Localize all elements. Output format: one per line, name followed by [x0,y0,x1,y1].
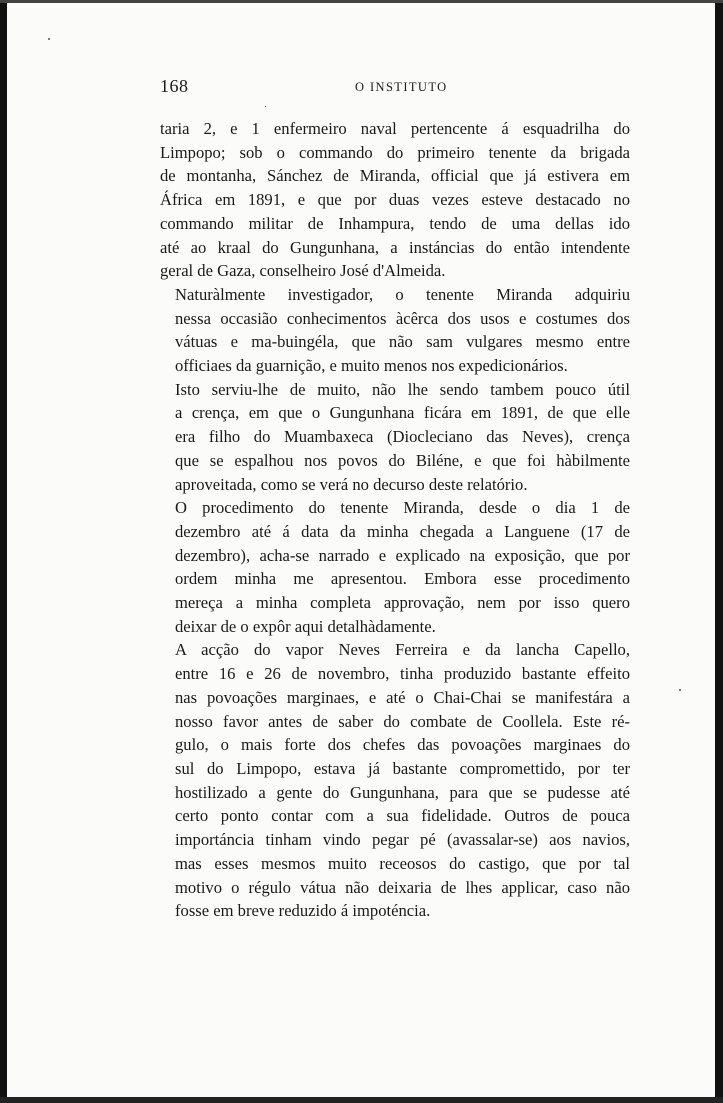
text-line: taria 2, e 1 enfermeiro naval pertencente á esquadrilha do [160,119,630,138]
text-line: a crença, em que o Gungunhana ficára em 1891, de que elle [175,403,630,423]
text-line: nosso favor antes de saber do combate de Coollela. Este ré- [175,711,630,731]
text-line: sul do Limpopo, estava já bastante compromettido, por ter [175,758,630,778]
body-text [160,117,630,923]
text-line: Isto serviu-lhe de muito, não lhe sendo tambem pouco útil [175,379,630,399]
text-line: Naturàlmente investigador, o tenente Miranda adquiriu [175,284,630,304]
text-line: importáncia tinham vindo pegar pé (avassalar-se) aos navios, [175,830,630,850]
text-line: dezembro até á data da minha chegada a Languene (17 de [175,521,630,541]
scan-speck [265,106,266,107]
text-line: mas esses mesmos muito receosos do castigo, que por tal [175,853,630,873]
text-line: motivo o régulo vátua não deixaria de lhes applicar, caso não [175,877,630,897]
text-line: era filho do Muambaxeca (Diocleciano das Neves), crença [175,427,630,447]
text-line: Limpopo; sob o commando do primeiro tenente da brigada [160,142,630,162]
text-line: ordem minha me apresentou. Embora esse procedimento [175,569,630,589]
text-line: fosse em breve reduzido á impoténcia. [175,901,431,921]
paragraph [160,496,630,638]
scan-border-bottom [0,1097,723,1103]
scan-border-right [715,0,723,1103]
text-line: entre 16 e 26 de novembro, tinha produzido bastante effeito [175,664,630,684]
text-line: officiaes da guarnição, e muito menos nos expedicionários. [175,356,568,376]
scan-speck [679,689,681,691]
text-line: nas povoações marginaes, e até o Chai-Chai se manifestára a [175,687,630,707]
paragraph [160,378,630,497]
scan-border-top [0,0,723,3]
scan-speck [48,38,50,40]
text-line: África em 1891, e que por duas vezes esteve destacado no [160,190,630,210]
running-head: O INSTITUTO [355,80,448,94]
text-line: dezembro), acha-se narrado e explicado na exposição, que por [175,545,630,565]
text-line: gulo, o mais forte dos chefes das povoações marginaes do [175,735,630,755]
page-header [160,76,630,100]
text-line: commando militar de Inhampura, tendo de uma dellas ido [160,213,630,233]
text-line: deixar de o expôr aqui detalhàdamente. [175,616,436,636]
page-number: 168 [160,76,189,96]
text-line: de montanha, Sánchez de Miranda, official que já estivera em [160,166,630,186]
scan-border-left [0,0,7,1103]
text-line: geral de Gaza, conselheiro José d'Almeida. [160,261,446,281]
text-line: certo ponto contar com a sua fidelidade. Outros de pouca [175,806,630,826]
text-line: vátuas e ma-buingéla, que não sam vulgares mesmo entre [175,332,630,352]
paragraph [160,638,630,922]
text-line: mereça a minha completa approvação, nem por isso quero [175,593,630,613]
text-line: hostilizado a gente do Gungunhana, para que se pudesse até [175,782,630,802]
text-line: A acção do vapor Neves Ferreira e da lancha Capello, [175,640,630,660]
text-line: nessa occasião conhecimentos àcêrca dos usos e costumes dos [175,308,630,328]
text-line: O procedimento do tenente Miranda, desde o dia 1 de [175,498,630,518]
text-line: que se espalhou nos povos do Biléne, e que foi hàbilmente [175,450,630,470]
paragraph [160,117,630,283]
text-line: até ao kraal do Gungunhana, a instáncias do então intendente [160,237,630,257]
text-line: aproveitada, como se verá no decurso deste relatório. [175,474,528,494]
paragraph [160,283,630,378]
